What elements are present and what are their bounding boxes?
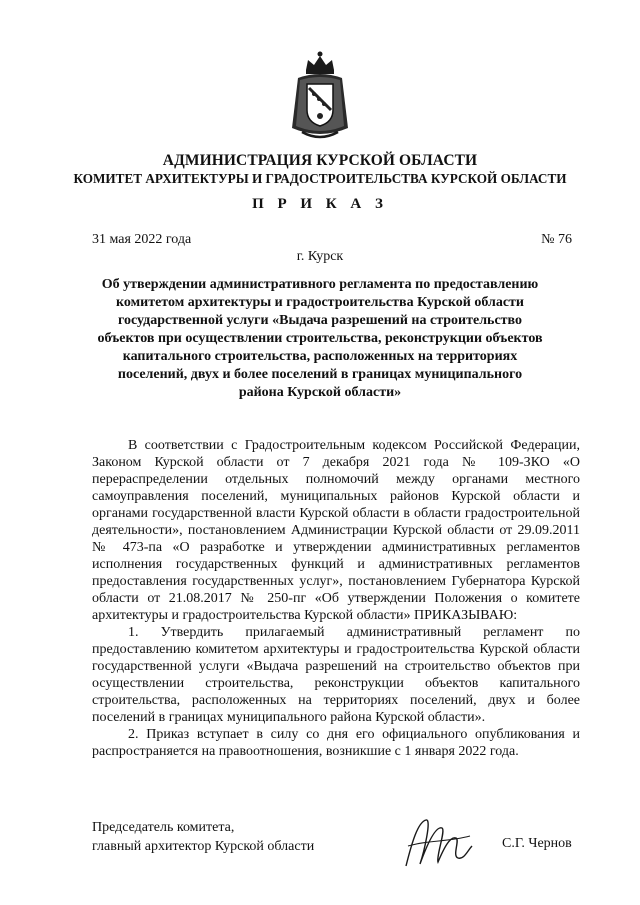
- position-line-1: Председатель комитета,: [92, 820, 235, 835]
- committee-name: КОМИТЕТ АРХИТЕКТУРЫ И ГРАДОСТРОИТЕЛЬСТВА КУРСКОЙ ОБЛАСТИ: [73, 171, 567, 186]
- document-city: г. Курск: [296, 249, 344, 264]
- coat-of-arms-icon: [288, 48, 352, 144]
- document-subject: Об утверждении административного регламента по предоставлению комитетом архитектуры и градостроительства Курской области государственной услуги «Выдача разрешений на строительство объектов при осуществлении строительства, реконструкции объектов капитального строительства, расположенных на территориях поселений, двух и более поселений в границах муниципального района Курской области»: [97, 277, 543, 400]
- order-item-2: 2. Приказ вступает в силу со дня его официального опубликования и распространяется на правоотношения, возникшие с 1 января 2022 года.: [92, 727, 580, 759]
- document-number: № 76: [541, 232, 572, 247]
- signer-name: С.Г. Чернов: [502, 836, 572, 851]
- handwritten-signature: [398, 812, 478, 872]
- organization-name: АДМИНИСТРАЦИЯ КУРСКОЙ ОБЛАСТИ: [162, 152, 478, 169]
- document-body: [92, 437, 580, 760]
- signatory-position: [92, 818, 314, 856]
- preamble-paragraph: В соответствии с Градостроительным кодексом Российской Федерации, Законом Курской области от 7 декабря 2021 года № 109-ЗКО «О перераспределении отдельных полномочий между органами местного самоуправления поселений, муниципальных районов Курской области и органами государственной власти Курской области в области градостроительной деятельности», постановлением Администрации Курской области от 29.09.2011 № 473-па «О разработке и утверждении административных регламентов исполнения государственных функций и административных регламентов предоставления государственных услуг», постановлением Губернатора Курской области от 21.08.2017 № 250-пг «Об утверждении Положения о комитете архитектуры и градостроительства Курской области» ПРИКАЗЫВАЮ:: [92, 438, 580, 623]
- document-type-title: П Р И К А З: [252, 196, 388, 212]
- document-date: 31 мая 2022 года: [92, 232, 192, 247]
- order-item-1: 1. Утвердить прилагаемый административный регламент по предоставлению комитетом архитектуры и градостроительства Курской области государственной услуги «Выдача разрешений на строительство объектов при осуществлении строительства, реконструкции объектов капитального строительства, расположенных на территориях поселений, двух и более поселений в границах муниципального района Курской области».: [92, 625, 580, 725]
- position-line-2: главный архитектор Курской области: [92, 839, 315, 854]
